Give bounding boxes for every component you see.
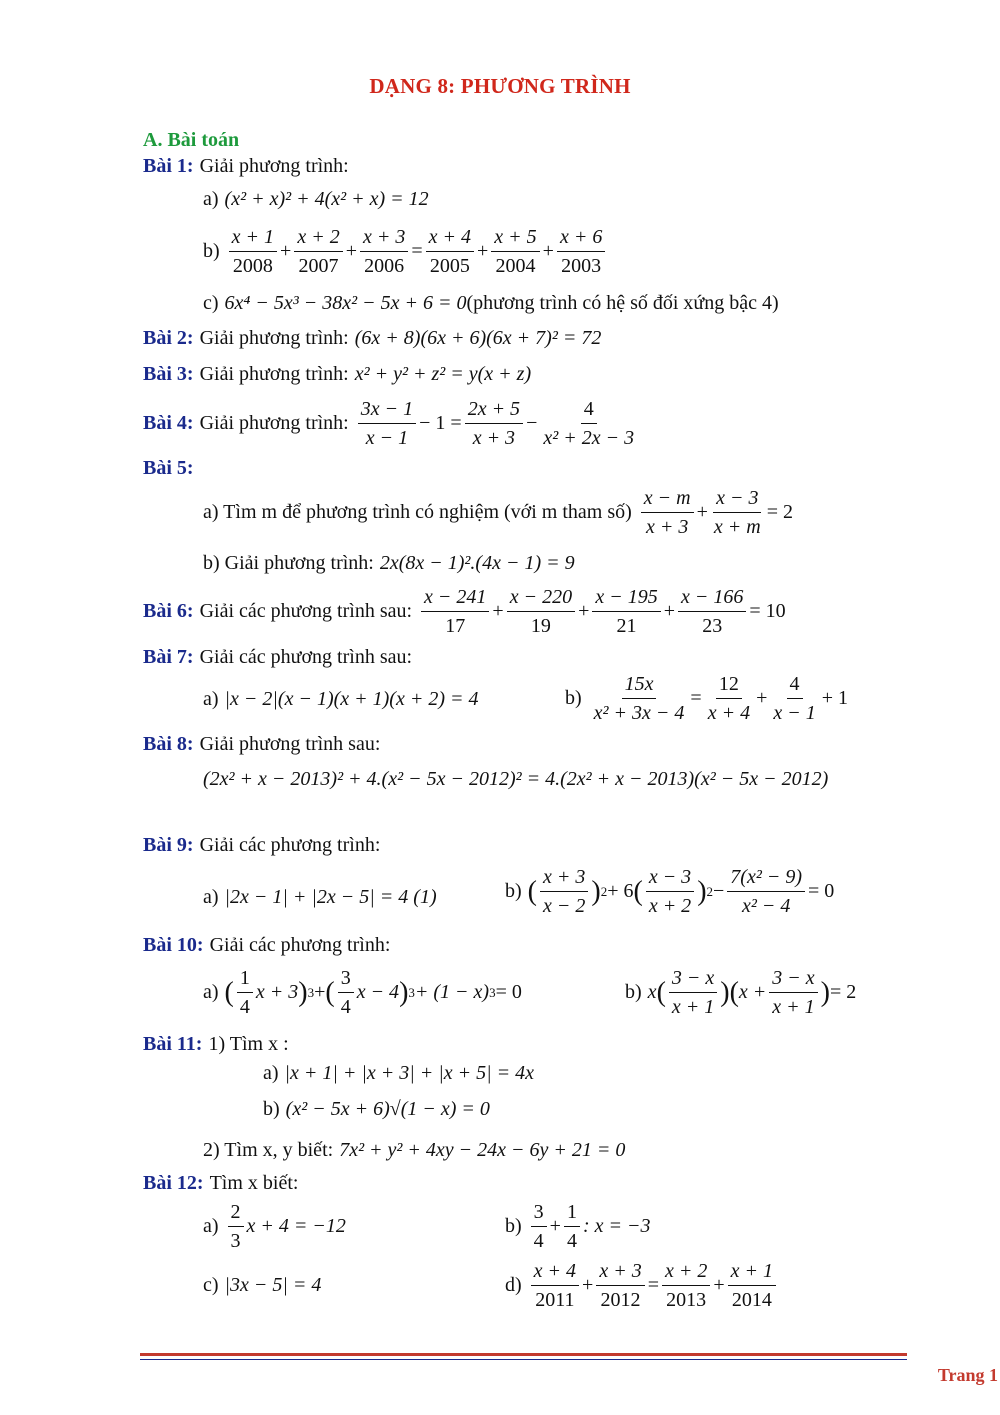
equation: |3x − 5| = 4 bbox=[224, 1274, 322, 1296]
problem-text: Giải phương trình: bbox=[199, 155, 349, 177]
problem-3: Bài 3: Giải phương trình: x² + y² + z² = y(x + z) bbox=[143, 363, 532, 385]
equation: 7x² + y² + 4xy − 24x − 6y + 21 = 0 bbox=[339, 1139, 626, 1161]
problem-5b: b) Giải phương trình: 2x(8x − 1)².(4x − 1) = 9 bbox=[203, 552, 575, 574]
equation: 2x(8x − 1)².(4x − 1) = 9 bbox=[379, 552, 575, 574]
problem-11a: a) |x + 1| + |x + 3| + |x + 5| = 4x bbox=[263, 1062, 535, 1084]
problem-12b: b) $\frac{3}{4}$ + $\frac{1}{4}$ : x = −3 bbox=[505, 1201, 651, 1252]
problem-1 bbox=[143, 155, 349, 178]
footer-rule-thin bbox=[140, 1359, 907, 1360]
problem-5a: a) Tìm m để phương trình có nghiệm (với m tham số) $\frac{x - m}{x + 3}$ + $\frac{x - 3}{x + m}$ = 2 bbox=[203, 487, 793, 538]
problem-1b: b) $\frac{x + 1}{2008}$ + $\frac{x + 2}{2007}$ + $\frac{x + 3}{2006}$ = $\frac{x + 4}{2005}$ + $\frac{x + 5}{2004}$ + $\frac{x + 6}{2003}$ bbox=[203, 226, 608, 277]
problem-7b: b) $\frac{15x}{\text{x² + 3x − 4}}$ = $\frac{12}{x + 4}$ + $\frac{4}{x - 1}$ + 1 bbox=[565, 673, 849, 724]
equation: x² + y² + z² = y(x + z) bbox=[354, 363, 532, 385]
note: (phương trình có hệ số đối xứng bậc 4) bbox=[466, 292, 779, 314]
problem-10b: b) x ( $\frac{3 - x}{x + 1}$ )( x + $\frac{3 - x}{x + 1}$ ) = 2 bbox=[625, 967, 857, 1018]
equation: (x² − 5x + 6)√(1 − x) = 0 bbox=[285, 1098, 490, 1120]
problem-7: Bài 7: Giải các phương trình sau: bbox=[143, 646, 413, 668]
problem-12c: c) |3x − 5| = 4 bbox=[203, 1274, 322, 1296]
problem-7a: a) |x − 2|(x − 1)(x + 1)(x + 2) = 4 bbox=[203, 688, 479, 710]
page-title: DẠNG 8: PHƯƠNG TRÌNH bbox=[369, 74, 631, 98]
equation: (6x + 8)(6x + 6)(6x + 7)² = 72 bbox=[354, 327, 602, 349]
problem-6: Bài 6: Giải các phương trình sau: $\frac{x - 241}{17}$ + $\frac{x - 220}{19}$ + $\frac{x - 195}{21}$ + $\frac{x - 166}{23}$ = 10 bbox=[143, 586, 786, 637]
problem-8-eq bbox=[203, 768, 828, 791]
problem-9a: a) |2x − 1| + |2x − 5| = 4 (1) bbox=[203, 886, 437, 908]
problem-12: Bài 12: Tìm x biết: bbox=[143, 1172, 299, 1194]
equation: |x + 1| + |x + 3| + |x + 5| = 4x bbox=[284, 1062, 535, 1084]
equation: |2x − 1| + |2x − 5| = 4 (1) bbox=[224, 886, 437, 908]
problem-11-part2: 2) Tìm x, y biết: 7x² + y² + 4xy − 24x − 6y + 21 = 0 bbox=[203, 1139, 626, 1161]
equation: (x² + x)² + 4(x² + x) = 12 bbox=[224, 188, 429, 210]
page-number: Trang 1 bbox=[937, 1365, 998, 1385]
equation: |x − 2|(x − 1)(x + 1)(x + 2) = 4 bbox=[224, 688, 479, 710]
problem-5: Bài 5: bbox=[143, 457, 194, 479]
problem-11b: b) (x² − 5x + 6)√(1 − x) = 0 bbox=[263, 1098, 490, 1120]
equation: 6x⁴ − 5x³ − 38x² − 5x + 6 = 0 bbox=[224, 292, 467, 314]
problem-9b: b) ( $\frac{x + 3}{x - 2}$ ) 2 + 6 ( $\frac{x - 3}{x + 2}$ ) 2 − $\frac{\text{7(x² − 9)}}{\text{x² − 4}}$ = 0 bbox=[505, 866, 835, 917]
problem-label: Bài 1: bbox=[143, 155, 194, 177]
footer-rule bbox=[140, 1353, 907, 1356]
problem-10: Bài 10: Giải các phương trình: bbox=[143, 934, 391, 956]
problem-11: Bài 11: 1) Tìm x : bbox=[143, 1033, 289, 1055]
problem-10a: a) ( $\frac{1}{4}$ x + 3 ) 3 + ( $\frac{3}{4}$ x − 4 ) 3 + (1 − x) 3 = 0 bbox=[203, 967, 522, 1018]
problem-12d: d) $\frac{x + 4}{2011}$ + $\frac{x + 3}{2012}$ = $\frac{x + 2}{2013}$ + $\frac{x + 1}{2014}$ bbox=[505, 1260, 779, 1311]
problem-12a: a) $\frac{2}{3}$ x + 4 = −12 bbox=[203, 1201, 346, 1252]
problem-9: Bài 9: Giải các phương trình: bbox=[143, 834, 381, 856]
problem-8: Bài 8: Giải phương trình sau: bbox=[143, 733, 381, 755]
problem-1a: a) (x² + x)² + 4(x² + x) = 12 bbox=[203, 188, 429, 210]
problem-4: Bài 4: Giải phương trình: $\frac{3x - 1}{x - 1}$ − 1 = $\frac{2x + 5}{x + 3}$ − $\frac{4}{\text{x² + 2x − 3}}$ bbox=[143, 398, 635, 449]
problem-2: Bài 2: Giải phương trình: (6x + 8)(6x + 6)(6x + 7)² = 72 bbox=[143, 327, 602, 349]
equation: (2x² + x − 2013)² + 4.(x² − 5x − 2012)² = 4.(2x² + x − 2013)(x² − 5x − 2012) bbox=[203, 768, 829, 790]
section-heading: A. Bài toán bbox=[143, 129, 240, 151]
problem-1c: c) 6x⁴ − 5x³ − 38x² − 5x + 6 = 0 (phương trình có hệ số đối xứng bậc 4) bbox=[203, 292, 779, 314]
